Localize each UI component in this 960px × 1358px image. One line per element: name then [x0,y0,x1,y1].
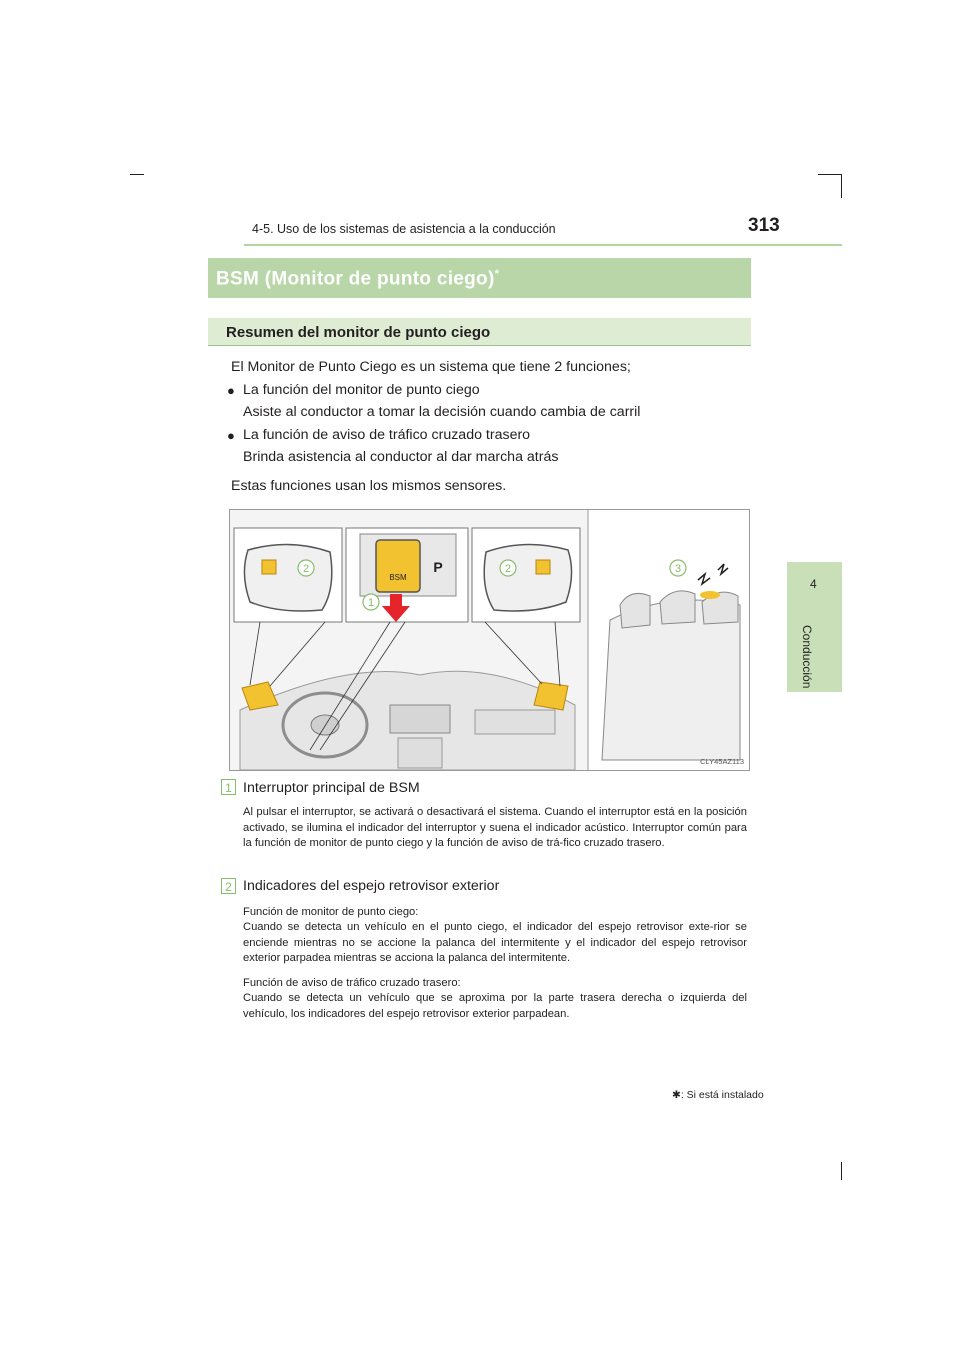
footnote-mark: ✱ [672,1089,681,1101]
chapter-label: Conducción [800,625,814,689]
callout-2-left: 2 [302,563,310,575]
section-title [216,268,499,290]
switch-label: BSM [389,573,407,582]
intro-text: El Monitor de Punto Ciego es un sistema que tiene 2 funciones; [231,359,631,375]
bullet-desc: Asiste al conductor a tomar la decisión cuando cambia de carril [243,404,641,420]
page-number: 313 [748,215,780,236]
sensors-note: Estas funciones usan los mismos sensores. [231,478,507,494]
crop-mark [841,1162,842,1180]
footnote-text: : Si está instalado [680,1089,764,1101]
bsm-illustration-svg [230,510,749,770]
park-label: P [433,559,443,575]
item-description: Cuando se detecta un vehículo que se aproxima por la parte trasera derecha o izquierda del vehículo, los indicadores del espejo retrovisor exterior parpadean. [243,992,747,1020]
callout-2-right: 2 [504,563,512,575]
bsm-illustration [229,509,750,771]
callout-3: 3 [674,563,682,575]
optional-mark: * [494,268,500,280]
section-title-text: BSM (Monitor de punto ciego) [216,268,495,290]
item-number: 1 [221,779,236,795]
crop-mark [818,174,842,175]
item-number: 2 [221,878,236,894]
figure-code: CLY45AZ113 [700,757,744,766]
chapter-number: 4 [810,577,817,591]
item-description: Cuando se detecta un vehículo en el punto ciego, el indicador del espejo retrovisor exte-rior se enciende mientras no se accione la palanca del intermitente y el indicador del espejo retrovisor exterior parpadea mientras se acciona la palanca del intermitente. [243,921,747,965]
crop-mark [130,174,144,175]
running-header: 4-5. Uso de los sistemas de asistencia a la conducción [252,222,556,236]
footnote [672,1089,764,1101]
subheading: Resumen del monitor de punto ciego [226,324,491,341]
header-rule [244,244,842,246]
bullet-title: La función del monitor de punto ciego [243,382,480,398]
bullet-title: La función de aviso de tráfico cruzado trasero [243,427,531,443]
bullet-desc: Brinda asistencia al conductor al dar marcha atrás [243,449,559,465]
crop-mark [841,174,842,198]
bullet-icon: ● [227,428,235,443]
item-description: Función de aviso de tráfico cruzado trasero: [243,977,461,989]
item-title: Interruptor principal de BSM [243,780,420,796]
item-title: Indicadores del espejo retrovisor exterior [243,878,500,894]
callout-1: 1 [367,597,375,609]
item-description: Función de monitor de punto ciego: [243,906,419,918]
item-description: Al pulsar el interruptor, se activará o desactivará el sistema. Cuando el interruptor está en la posición activado, se ilumina el indicador del interruptor y suena el indicador acústico. Interruptor común para la función de monitor de punto ciego y la función de aviso de trá-fico cruzado trasero. [243,806,747,850]
bullet-icon: ● [227,383,235,398]
